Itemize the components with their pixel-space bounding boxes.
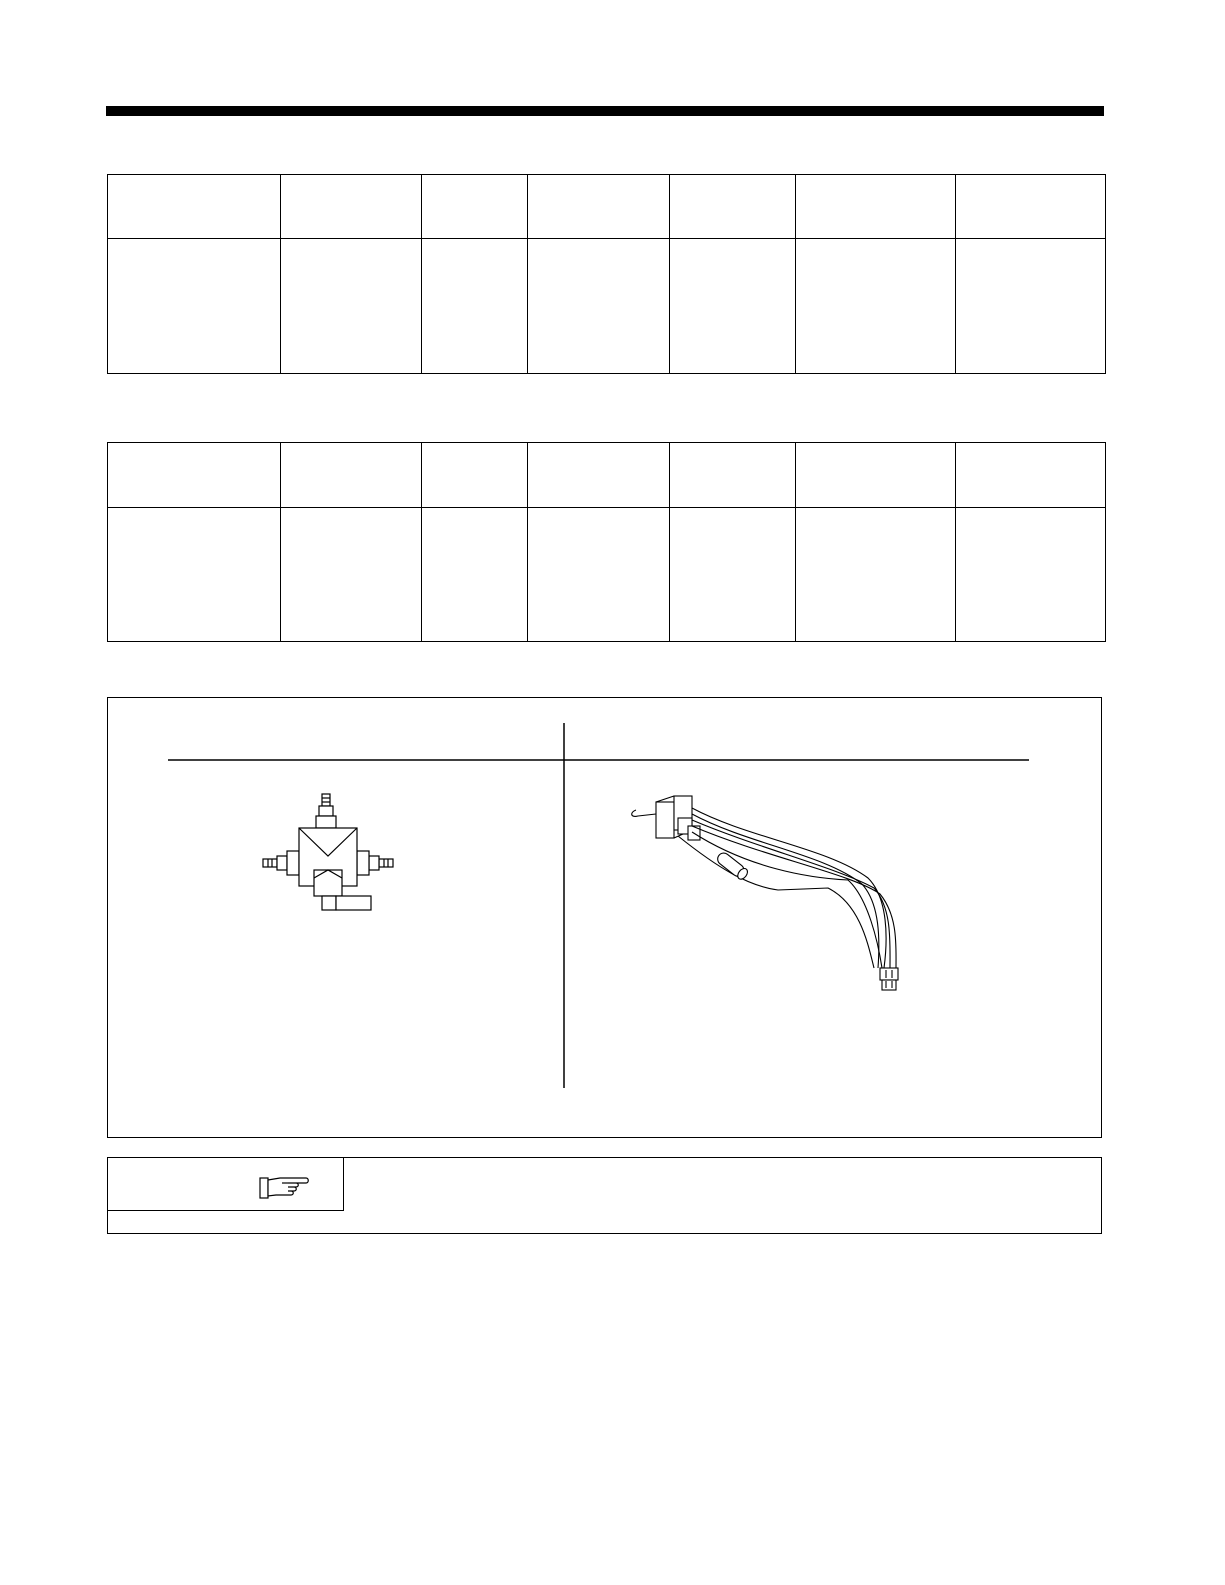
table-header-row (108, 175, 1106, 239)
table-cell (670, 239, 796, 374)
table-cell (796, 508, 956, 642)
table-header-row (108, 443, 1106, 508)
note-box (107, 1157, 1102, 1234)
table-header-cell (422, 175, 528, 239)
table-cell (956, 239, 1106, 374)
table-cell (422, 508, 528, 642)
table-cell (281, 239, 422, 374)
table-header-cell (108, 175, 281, 239)
table-cell (670, 508, 796, 642)
table-header-cell (281, 175, 422, 239)
table-cell (281, 508, 422, 642)
table-header-cell (956, 175, 1106, 239)
table-header-cell (796, 443, 956, 508)
table-header-cell (108, 443, 281, 508)
spec-table-1 (107, 174, 1106, 374)
table-cell (108, 239, 281, 374)
illustration-panel (107, 697, 1102, 1138)
note-label-cell (108, 1158, 344, 1211)
table-cell (108, 508, 281, 642)
valve-fitting-icon (263, 794, 393, 910)
table-cell (528, 239, 670, 374)
table-header-cell (670, 443, 796, 508)
table-row (108, 508, 1106, 642)
table-cell (422, 239, 528, 374)
table-header-cell (670, 175, 796, 239)
table-cell (796, 239, 956, 374)
top-header-rule (106, 106, 1104, 116)
table-row (108, 239, 1106, 374)
table-header-cell (281, 443, 422, 508)
wire-harness-switch-icon (632, 796, 898, 990)
table-header-cell (796, 175, 956, 239)
table-header-cell (422, 443, 528, 508)
illustration-canvas (108, 698, 1103, 1139)
pointing-hand-icon (258, 1172, 310, 1202)
table-cell (956, 508, 1106, 642)
table-header-cell (956, 443, 1106, 508)
spec-table-2 (107, 442, 1106, 642)
table-header-cell (528, 443, 670, 508)
table-header-cell (528, 175, 670, 239)
table-cell (528, 508, 670, 642)
